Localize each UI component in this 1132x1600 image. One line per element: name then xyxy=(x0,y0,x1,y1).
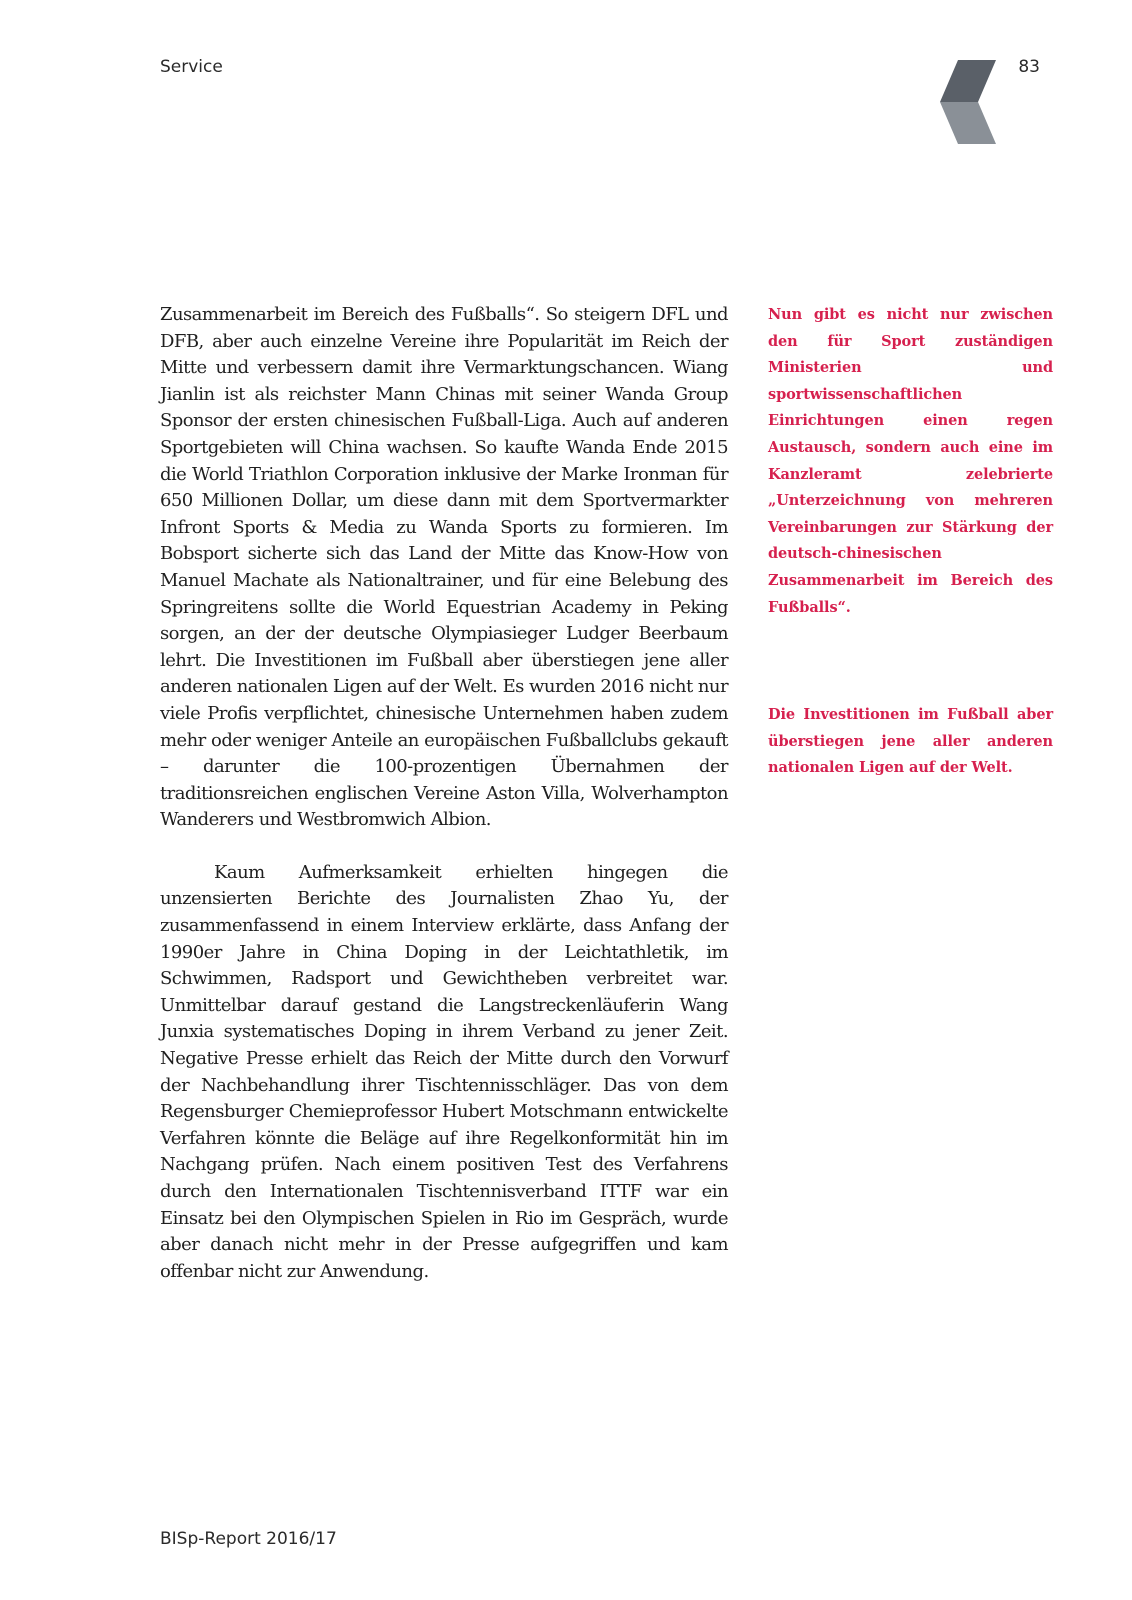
article-paragraph: Kaum Aufmerksamkeit erhielten hingegen die unzensierten Berichte des Journalisten Zhao Yu, der zusammenfassend in einem Interview erklärte, dass Anfang der 1990er Jahre in China Doping in der Leichtathletik, im Schwimmen, Radsport und Gewichtheben verbreitet war. Unmittelbar darauf gestand die Langstreckenläuferin Wang Junxia systematisches Doping in ihrem Verband zu jener Zeit. Negative Presse erhielt das Reich der Mitte durch den Vorwurf der Nachbehandlung ihrer Tischtennisschläger. Das von dem Regensburger Chemieprofessor Hubert Motschmann entwickelte Verfahren könnte die Beläge auf ihre Regelkonformität hin im Nachgang prüfen. Nach einem positiven Test des Verfahrens durch den Internationalen Tischtennisverband ITTF war ein Einsatz bei den Olympischen Spielen in Rio im Gespräch, wurde aber danach nicht mehr in der Presse aufgegriffen und kam offenbar nicht zur Anwendung. xyxy=(160,861,728,1282)
pull-quote: Die Investitionen im Fußball aber überstiegen jene aller anderen nationalen Ligen auf der Welt. xyxy=(768,706,1053,777)
page-header-section: Service xyxy=(160,57,223,77)
article-body xyxy=(160,302,728,1285)
article-paragraph: Zusammenarbeit im Bereich des Fußballs“. So steigern DFL und DFB, aber auch einzelne Vereine ihre Popularität im Reich der Mitte und verbessern damit ihre Vermarktungschancen. Wiang Jianlin ist als reichster Mann Chinas mit seiner Wanda Group Sponsor der ersten chinesischen Fußball-Liga. Auch auf anderen Sportgebieten will China wachsen. So kaufte Wanda Ende 2015 die World Triathlon Corporation inklusive der Marke Ironman für 650 Millionen Dollar, um diese dann mit dem Sportvermarkter Infront Sports & Media zu Wanda Sports zu formieren. Im Bobsport sicherte sich das Land der Mitte das Know-How von Manuel Machate als Nationaltrainer, und für eine Belebung des Springreitens sollte die World Equestrian Academy in Peking sorgen, an der der deutsche Olympiasieger Ludger Beerbaum lehrt. Die Investitionen im Fußball aber überstiegen jene aller anderen nationalen Ligen auf der Welt. Es wurden 2016 nicht nur viele Profis verpflichtet, chinesische Unternehmen haben zudem mehr oder weniger Anteile an europäischen Fußballclubs gekauft – darunter die 100-prozentigen Übernahmen der traditionsreichen englischen Vereine Aston Villa, Wolverhampton Wanderers und Westbromwich Albion. xyxy=(160,304,728,831)
page-number: 83 xyxy=(1018,57,1040,77)
chevron-left-icon xyxy=(940,60,996,144)
footer-publication: BISp-Report 2016/17 xyxy=(160,1529,337,1549)
pull-quote: Nun gibt es nicht nur zwischen den für Sport zuständigen Ministerien und sportwissenschaftlichen Einrichtungen einen regen Austausch, sondern auch eine im Kanzleramt zelebrierte „Unterzeichnung von mehreren Vereinbarungen zur Stärkung der deutsch-chinesischen Zusammenarbeit im Bereich des Fußballs“. xyxy=(768,306,1053,616)
